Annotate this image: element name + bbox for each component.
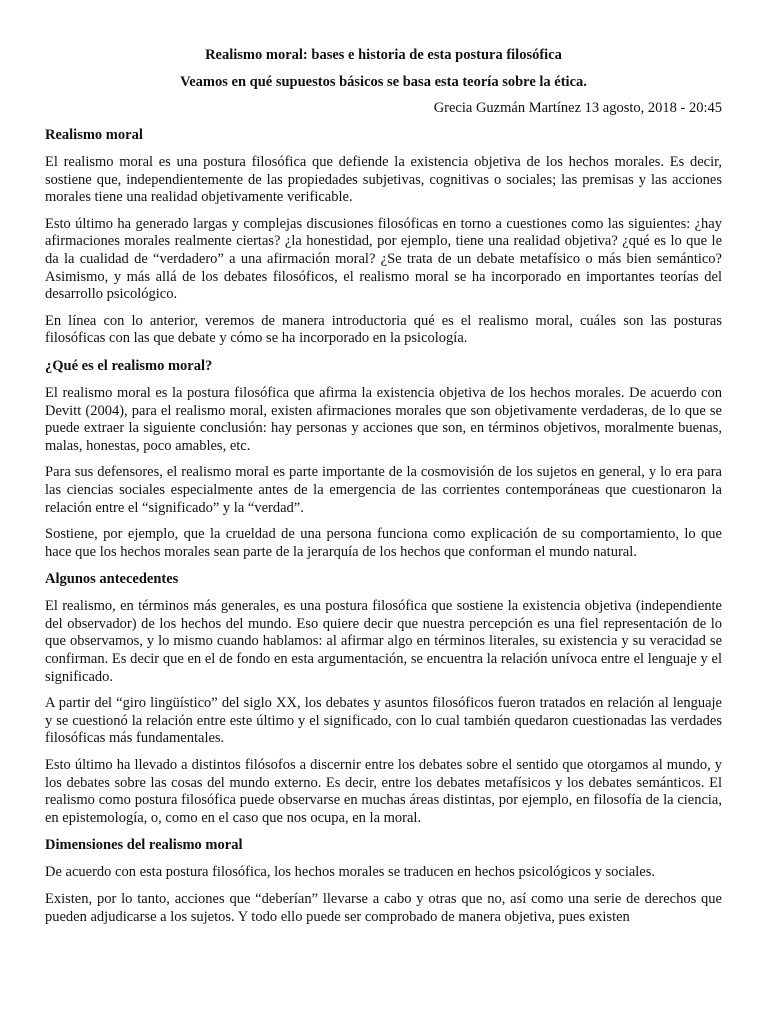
paragraph: El realismo moral es la postura filosófica que afirma la existencia objetiva de los hechos morales. De acuerdo con Devitt (2004), para el realismo moral, existen afirmaciones morales que son objetivamente verdaderas, de lo que se puede extraer la siguiente conclusión: hay personas y acciones que son, en términos objetivos, moralmente buenas, malas, honestas, poco amables, etc. (45, 384, 722, 454)
section-dimensiones-del-realismo-moral (45, 836, 722, 926)
paragraph: En línea con lo anterior, veremos de manera introductoria qué es el realismo moral, cuáles son las posturas filosóficas con las que debate y cómo se ha incorporado en la psicología. (45, 312, 722, 347)
section-realismo-moral (45, 126, 722, 348)
paragraph: Esto último ha generado largas y complejas discusiones filosóficas en torno a cuestiones como las siguientes: ¿hay afirmaciones morales realmente ciertas? ¿la honestidad, por ejemplo, tiene una realidad objetiva? ¿qué es lo que le da la cualidad de “verdadero” a una afirmación moral? ¿Se trata de un debate metafísico o más bien semántico? Asimismo, y más allá de los debates filosóficos, el realismo moral se ha incorporado en importantes teorías del desarrollo psicológico. (45, 215, 722, 303)
section-heading: Dimensiones del realismo moral (45, 837, 243, 854)
document-title: Realismo moral: bases e historia de esta postura filosófica (205, 47, 562, 63)
paragraph: Para sus defensores, el realismo moral es parte importante de la cosmovisión de los sujetos en general, y lo era para las ciencias sociales especialmente antes de la emergencia de las corrientes contemporáneas que cuestionaron la relación entre el “significado” y la “verdad”. (45, 464, 722, 516)
paragraph: De acuerdo con esta postura filosófica, los hechos morales se traducen en hechos psicológicos y sociales. (45, 864, 656, 881)
section-heading: ¿Qué es el realismo moral? (45, 357, 213, 374)
author-date-byline: Grecia Guzmán Martínez 13 agosto, 2018 - 20:45 (433, 100, 722, 116)
section-heading: Algunos antecedentes (45, 571, 179, 588)
section-que-es-el-realismo-moral (45, 357, 722, 561)
paragraph: Existen, por lo tanto, acciones que “deberían” llevarse a cabo y otras que no, así como una serie de derechos que pueden adjudicarse a los sujetos. Y todo ello puede ser comprobado de manera objetiva, pues existen (45, 891, 722, 925)
paragraph: El realismo, en términos más generales, es una postura filosófica que sostiene la existencia objetiva (independiente del observador) de los hechos del mundo. Eso quiere decir que nuestra percepción es una fiel representación de lo que observamos, y lo mismo cuando hablamos: al afirmar algo en términos literales, su existencia y su veracidad se confirman. Es decir que en el de fondo en esta argumentación, se encuentra la relación unívoca entre el lenguaje y el significado. (45, 598, 722, 685)
section-heading: Realismo moral (45, 127, 143, 143)
document-page (45, 46, 722, 935)
paragraph: Sostiene, por ejemplo, que la crueldad de una persona funciona como explicación de su comportamiento, lo que hace que los hechos morales sean parte de la jerarquía de los hechos que conforman el mundo natural. (45, 526, 722, 560)
paragraph: Esto último ha llevado a distintos filósofos a discernir entre los debates sobre el sentido que otorgamos al mundo, y los debates sobre las cosas del mundo externo. Es decir, entre los debates metafísicos y los debates semánticos. El realismo como postura filosófica puede observarse en muchas áreas distintas, por ejemplo, en filosofía de la ciencia, en epistemología, o, como en el caso que nos ocupa, en la moral. (45, 757, 722, 826)
paragraph: A partir del “giro lingüístico” del siglo XX, los debates y asuntos filosóficos fueron tratados en relación al lenguaje y se cuestionó la relación entre este último y el significado, con lo cual también quedaron cuestionadas las verdades filosóficas más fundamentales. (45, 695, 722, 747)
document-subtitle: Veamos en qué supuestos básicos se basa esta teoría sobre la ética. (180, 74, 587, 90)
paragraph: El realismo moral es una postura filosófica que defiende la existencia objetiva de los hechos morales. Es decir, sostiene que, independientemente de las propiedades subjetivas, cognitivas o sociales; las premisas y las acciones morales tiene una realidad objetivamente verificable. (45, 154, 722, 206)
section-algunos-antecedentes (45, 570, 722, 827)
